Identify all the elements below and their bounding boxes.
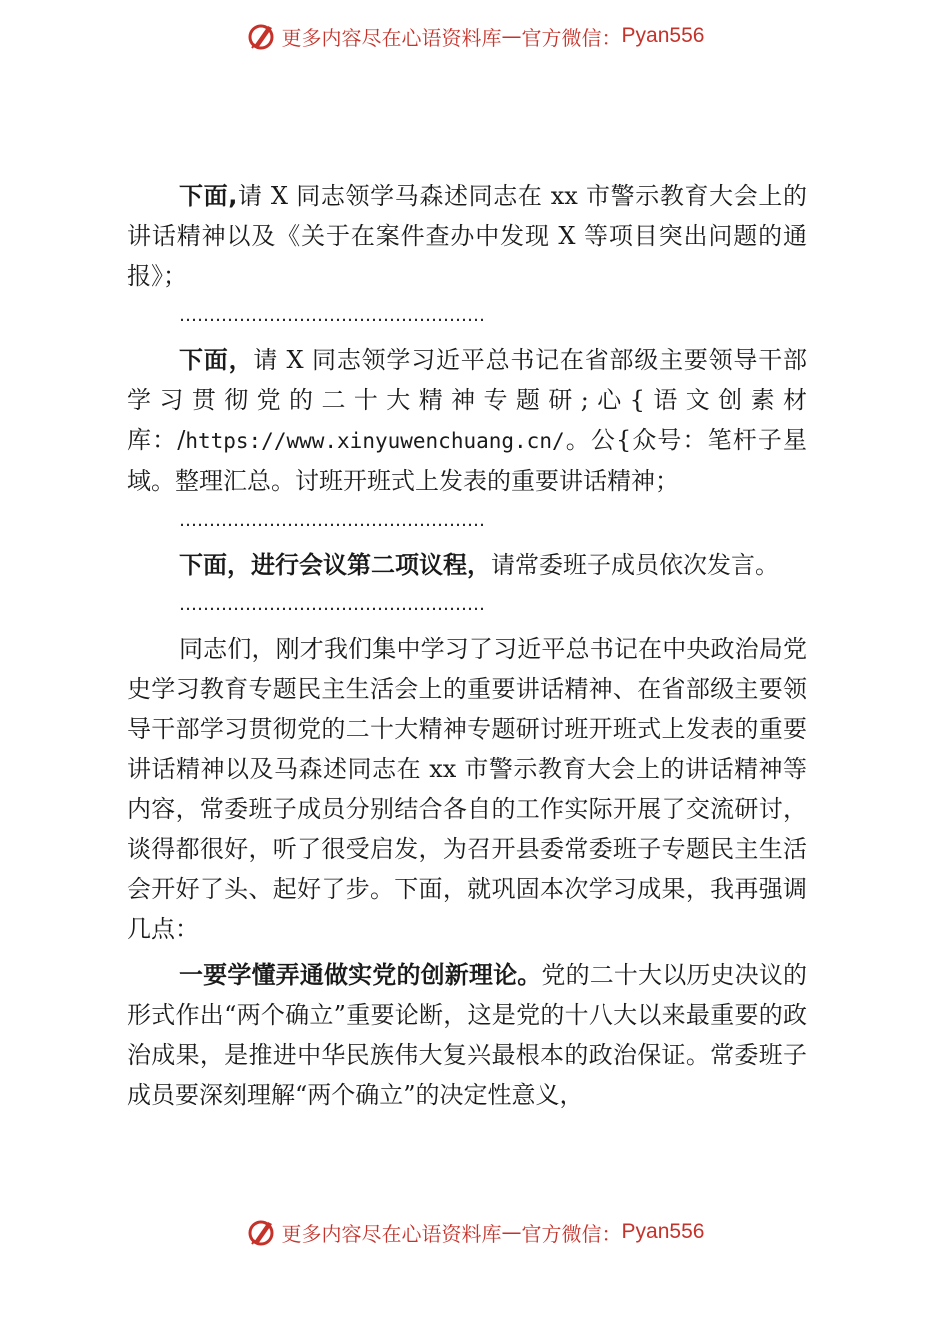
ellipsis-2: …………………………………………… — [179, 510, 485, 531]
banner-wechat-id: Pyan556 — [621, 1220, 705, 1243]
paragraph-2-text: 请 X 同志领学习近平总书记在省部级主要领导干部学习贯彻党的二十大精神专题研;心{语文创素材库：/ — [127, 346, 807, 454]
paragraph-1 — [127, 176, 807, 296]
paragraph-4: 同志们，刚才我们集中学习了习近平总书记在中央政治局党史学习教育专题民主生活会上的重要讲话精神、在省部级主要领导干部学习贯彻党的二十大精神专题研讨班开班式上发表的重要讲话精神以及马森述同志在 xx 市警示教育大会上的讲话精神等内容，常委班子成员分别结合各自的工作实际开展了交流研讨，谈得都很好，听了很受启发，为召开县委常委班子专题民主生活会开好了头、起好了步。下面，就巩固本次学习成果，我再强调几点： — [127, 635, 807, 943]
paragraph-2 — [127, 340, 807, 501]
ellipsis-1: …………………………………………… — [179, 305, 485, 326]
ellipsis-3: …………………………………………… — [179, 594, 485, 615]
paragraph-5-text: 党的二十大以历史决议的形式作出“两个确立”重要论断，这是党的十八大以来最重要的政治成果，是推进中华民族伟大复兴最根本的政治保证。常委班子成员要深刻理解“两个确立”的决定性意义， — [127, 961, 808, 1109]
paragraph-3 — [127, 545, 807, 585]
paragraph-1-lead: 下面, — [179, 182, 238, 210]
banner-separator: — — [501, 1220, 522, 1244]
paragraph-3-lead: 下面，进行会议第二项议程， — [179, 551, 491, 579]
quill-logo-icon — [246, 20, 278, 52]
header-banner — [0, 16, 950, 56]
banner-text: 更多内容尽在心语资料库 — [281, 25, 502, 50]
paragraph-5-lead: 一要学懂弄通做实党的创新理论。 — [179, 961, 542, 989]
document-body — [127, 176, 807, 1115]
paragraph-5 — [127, 955, 807, 1115]
banner-official: 官方微信： — [521, 25, 622, 50]
paragraph-2-tail: 。公{众号：笔杆子星域。整理汇总。讨班开班式上发表的重要讲话精神； — [127, 426, 807, 495]
banner-separator: — — [501, 24, 522, 48]
footer-banner — [0, 1212, 950, 1252]
quill-logo-icon — [246, 1216, 278, 1248]
paragraph-3-text: 请常委班子成员依次发言。 — [491, 551, 779, 579]
paragraph-2-url: https://www.xinyuwenchuang.cn/ — [185, 429, 565, 453]
banner-wechat-id: Pyan556 — [621, 24, 705, 47]
banner-official: 官方微信： — [521, 1221, 622, 1246]
paragraph-1-text: 请 X 同志领学马森述同志在 xx 市警示教育大会上的讲话精神以及《关于在案件查办中发现 X 等项目突出问题的通报》； — [127, 182, 808, 290]
banner-text: 更多内容尽在心语资料库 — [281, 1221, 502, 1246]
paragraph-2-lead: 下面， — [179, 346, 254, 374]
